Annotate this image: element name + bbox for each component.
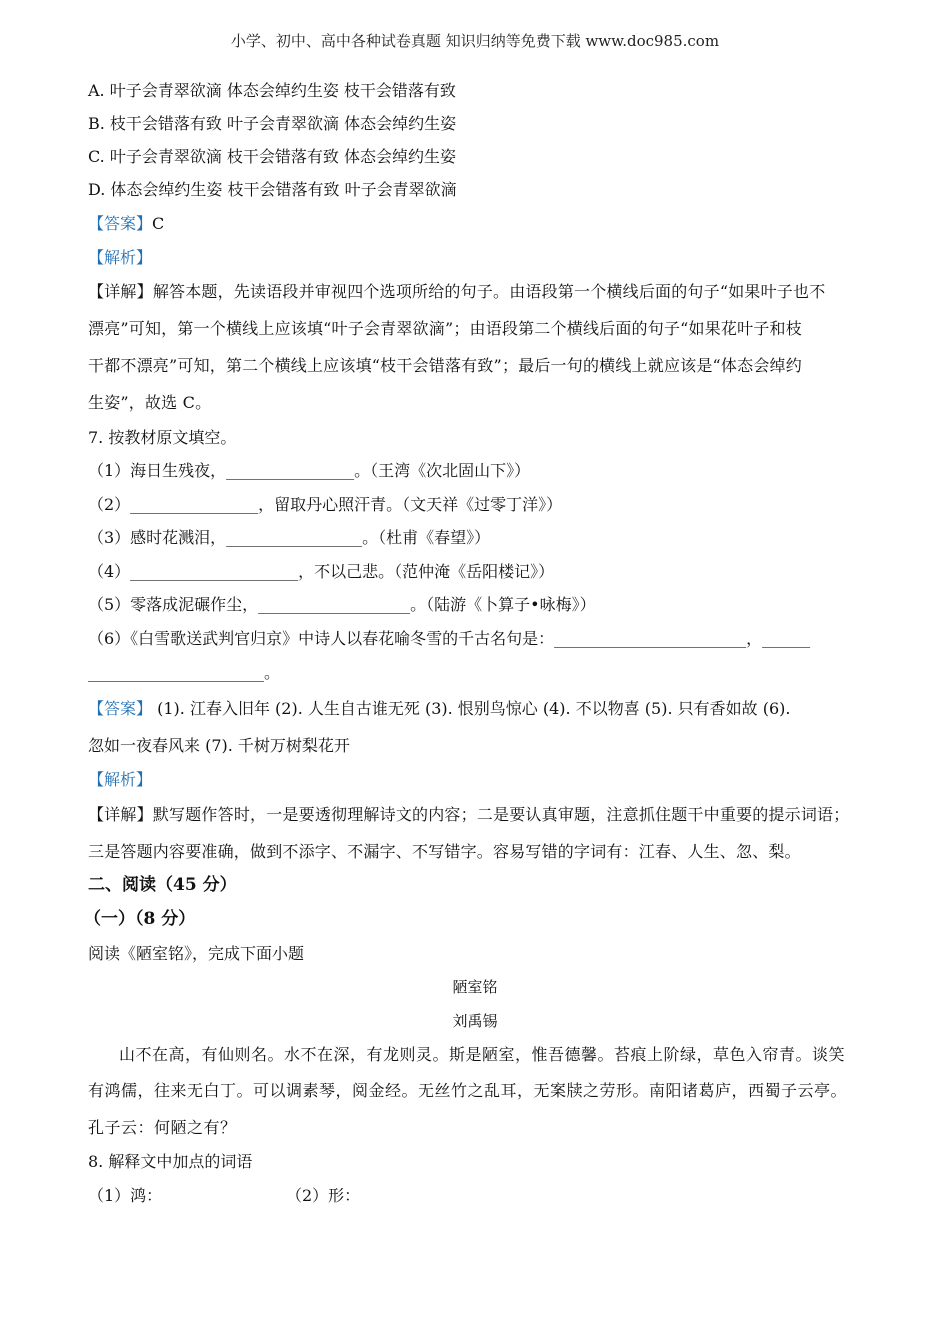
answer-text: (1). 江春入旧年 (2). 人生自古谁无死 (3). 恨别鸟惊心 (4). 不以物喜 (5). 只有香如故 (6).	[152, 699, 791, 718]
q7-item-2: （2）________________，留取丹心照汗青。（文天祥《过零丁洋》）	[88, 495, 563, 514]
q6-detail-line-4: 生姿”，故选 C。	[88, 393, 212, 412]
subsection-title: （一）（8 分）	[84, 909, 196, 929]
q7-analysis	[88, 769, 152, 791]
q7-detail-line-2: 三是答题内容要准确，做到不添字、不漏字、不写错字。容易写错的字词有：江春、人生、忽、梨。	[88, 842, 801, 861]
detail-tag: 【详解】	[88, 805, 153, 824]
q7-answer-line-2: 忽如一夜春风来 (7). 千树万树梨花开	[88, 736, 350, 755]
q7-title: 7. 按教材原文填空。	[88, 428, 237, 447]
detail-text: 解答本题，先读语段并审视四个选项所给的句子。由语段第一个横线后面的句子“如果叶子也不	[152, 282, 826, 301]
q7-item-3: （3）感时花溅泪，_________________。（杜甫《春望》）	[88, 528, 491, 547]
q8-item-1: （1）鸿：	[88, 1186, 163, 1205]
answer-text: C	[152, 214, 165, 233]
reading-intro: 阅读《陋室铭》，完成下面小题	[88, 944, 305, 963]
detail-tag: 【详解】	[88, 282, 153, 301]
detail-text: 默写题作答时，一是要透彻理解诗文的内容；二是要认真审题，注意抓住题干中重要的提示词语；	[152, 805, 850, 824]
page-header: 小学、初中、高中各种试卷真题 知识归纳等免费下载 www.doc985.com	[230, 32, 720, 50]
q7-answer-line-1	[88, 698, 790, 720]
section-title: 二、阅读（45 分）	[88, 875, 237, 895]
passage-line-3: 孔子云：何陋之有？	[88, 1118, 237, 1137]
answer-tag: 【答案】	[88, 699, 153, 718]
q6-answer	[88, 213, 164, 235]
analysis-tag: 【解析】	[88, 248, 153, 267]
option-c: C. 叶子会青翠欲滴 枝干会错落有致 体态会绰约生姿	[88, 147, 457, 166]
q7-item-6-cont: ______________________。	[88, 663, 281, 682]
passage-line-2: 有鸿儒，往来无白丁。可以调素琴，阅金经。无丝竹之乱耳，无案牍之劳形。南阳诸葛庐，西蜀子云亭。	[88, 1081, 848, 1100]
option-d: D. 体态会绰约生姿 枝干会错落有致 叶子会青翠欲滴	[88, 180, 457, 199]
passage-author: 刘禹锡	[452, 1012, 498, 1030]
option-a: A. 叶子会青翠欲滴 体态会绰约生姿 枝干会错落有致	[88, 81, 456, 100]
q8-title: 8. 解释文中加点的词语	[88, 1152, 253, 1171]
q7-item-1: （1）海日生残夜，________________。（王湾《次北固山下》）	[88, 461, 531, 480]
q7-item-4: （4）_____________________，不以己悲。（范仲淹《岳阳楼记》）	[88, 562, 555, 581]
q8-item-2: （2）形：	[286, 1186, 361, 1205]
q6-analysis	[88, 247, 152, 269]
q6-detail-line-2: 漂亮”可知，第一个横线上应该填“叶子会青翠欲滴”；由语段第二个横线后面的句子“如果花叶子和枝	[88, 319, 802, 338]
q7-item-5: （5）零落成泥碾作尘，___________________。（陆游《卜算子•咏梅》）	[88, 595, 596, 614]
passage-title: 陋室铭	[452, 978, 498, 996]
q7-detail-line-1	[88, 804, 849, 826]
q7-item-6: （6）《白雪歌送武判官归京》中诗人以春花喻冬雪的千古名句是：________________________，______	[88, 629, 811, 648]
analysis-tag: 【解析】	[88, 770, 153, 789]
q6-detail-line-1	[88, 281, 825, 303]
answer-tag: 【答案】	[88, 214, 153, 233]
passage-line-1: 山不在高，有仙则名。水不在深，有龙则灵。斯是陋室，惟吾德馨。苔痕上阶绿，草色入帘青。谈笑	[119, 1045, 846, 1064]
q6-detail-line-3: 干都不漂亮”可知，第二个横线上应该填“枝干会错落有致”；最后一句的横线上就应该是“体态会绰约	[88, 356, 802, 375]
option-b: B. 枝干会错落有致 叶子会青翠欲滴 体态会绰约生姿	[88, 114, 457, 133]
